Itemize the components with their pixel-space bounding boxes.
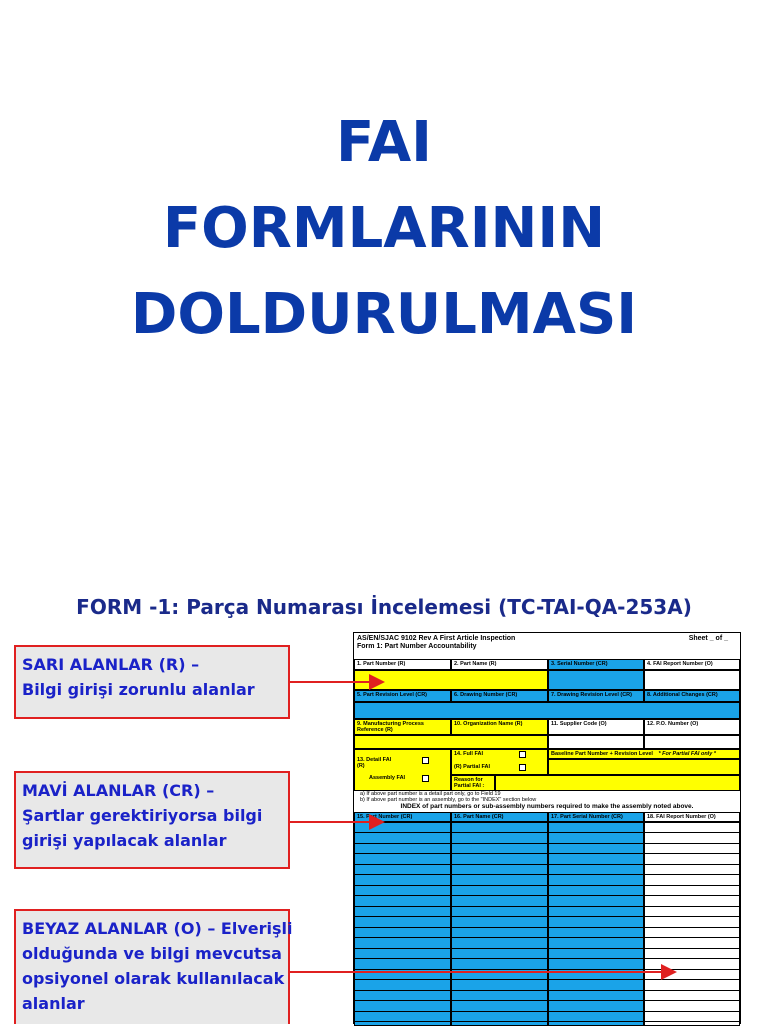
field-11-label: 11. Supplier Code (O) xyxy=(548,719,644,735)
index-row-line xyxy=(354,958,740,959)
process-org-input[interactable] xyxy=(354,735,548,749)
index-row-line xyxy=(354,916,740,917)
assembly-fai-checkbox[interactable] xyxy=(422,775,429,782)
baseline-note: * For Partial FAI only * xyxy=(658,751,716,757)
partial-fai-checkbox[interactable] xyxy=(519,764,526,771)
legend-line: MAVİ ALANLAR (CR) – xyxy=(22,781,215,800)
index-row-line xyxy=(354,969,740,970)
detail-fai-label: 13. Detail FAI xyxy=(357,757,392,763)
index-row-line xyxy=(354,1000,740,1001)
page-title xyxy=(0,100,768,358)
field-14-full-partial xyxy=(451,749,548,775)
field-8-label: 8. Additional Changes (CR) xyxy=(644,690,740,702)
form-header-subtitle: Form 1: Part Number Accountability xyxy=(357,643,477,650)
full-fai-label: 14. Full FAI xyxy=(454,751,484,757)
part-number-name-input[interactable] xyxy=(354,670,548,690)
field-4-label: 4. FAI Report Number (O) xyxy=(644,659,740,670)
field-5-label: 5. Part Revision Level (CR) xyxy=(354,690,451,702)
index-row-line xyxy=(354,927,740,928)
note-b: b) If above part number is an assembly, go to the "INDEX" section below xyxy=(360,797,537,803)
serial-number-input[interactable] xyxy=(548,670,644,690)
index-row-line xyxy=(354,885,740,886)
index-row-line xyxy=(354,874,740,875)
field-10-label: 10. Organization Name (R) xyxy=(451,719,548,735)
field-13-detail-assembly xyxy=(354,749,451,791)
index-row-line xyxy=(354,832,740,833)
title-line-1: FAI xyxy=(335,110,432,175)
po-number-input[interactable] xyxy=(644,735,740,749)
column-15-header: 15. Part Number (CR) xyxy=(354,812,451,822)
index-row-line xyxy=(354,843,740,844)
field-2-label: 2. Part Name (R) xyxy=(451,659,548,670)
index-row-line xyxy=(354,937,740,938)
index-row-line xyxy=(354,895,740,896)
baseline-text: Baseline Part Number + Revision Level xyxy=(551,751,653,757)
field-9-label: 9. Manufacturing Process Reference (R) xyxy=(354,719,451,735)
legend-line: girişi yapılacak alanlar xyxy=(22,831,227,850)
form-header-title: AS/EN/SJAC 9102 Rev A First Article Inspection xyxy=(357,635,516,642)
index-title: INDEX of part numbers or sub-assembly numbers required to make the assembly noted above. xyxy=(400,803,694,810)
column-17-header: 17. Part Serial Number (CR) xyxy=(548,812,644,822)
title-line-3: DOLDURULMASI xyxy=(130,282,638,347)
field-6-label: 6. Drawing Number (CR) xyxy=(451,690,548,702)
note-a: a) If above part number is a detail part only, go to Field 19 xyxy=(360,791,501,797)
full-fai-checkbox[interactable] xyxy=(519,751,526,758)
index-row-line xyxy=(354,990,740,991)
reason-input[interactable] xyxy=(495,775,740,791)
index-row-line xyxy=(354,979,740,980)
detail-fai-checkbox[interactable] xyxy=(422,757,429,764)
baseline-input[interactable] xyxy=(548,759,740,775)
reason-label: Reason for Partial FAI : xyxy=(451,775,495,791)
legend-line: alanlar xyxy=(22,994,85,1013)
partial-fai-label: (R) Partial FAI xyxy=(454,764,491,770)
legend-line: opsiyonel olarak kullanılacak xyxy=(22,969,285,988)
index-row-line xyxy=(354,948,740,949)
title-line-2: FORMLARININ xyxy=(162,196,606,261)
index-row-line xyxy=(354,864,740,865)
column-18-header: 18. FAI Report Number (O) xyxy=(644,812,740,822)
field-3-label: 3. Serial Number (CR) xyxy=(548,659,644,670)
legend-line: olduğunda ve bilgi mevcutsa xyxy=(22,944,282,963)
index-row-line xyxy=(354,1011,740,1012)
legend-optional-fields xyxy=(14,909,293,1024)
assembly-fai-label: Assembly FAI xyxy=(369,775,406,781)
form-subtitle: FORM -1: Parça Numarası İncelemesi (TC-TAI-QA-253A) xyxy=(76,595,692,619)
column-16-header: 16. Part Name (CR) xyxy=(451,812,548,822)
field-7-label: 7. Drawing Revision Level (CR) xyxy=(548,690,644,702)
legend-line: BEYAZ ALANLAR (O) – Elverişli xyxy=(22,919,293,938)
form-header xyxy=(357,635,515,651)
baseline-label xyxy=(548,749,740,759)
index-row-line xyxy=(354,1021,740,1022)
legend-line: Şartlar gerektiriyorsa bilgi xyxy=(22,806,263,825)
revision-drawing-input-row[interactable] xyxy=(354,702,740,719)
fai-form-1 xyxy=(353,632,741,1024)
legend-required-fields xyxy=(14,645,290,719)
index-row-line xyxy=(354,853,740,854)
fai-report-number-input[interactable] xyxy=(644,670,740,690)
supplier-code-input[interactable] xyxy=(548,735,644,749)
field-1-label: 1. Part Number (R) xyxy=(354,659,451,670)
sheet-counter: Sheet _ of _ xyxy=(688,635,728,642)
legend-line: SARI ALANLAR (R) – xyxy=(22,655,200,674)
legend-conditional-fields xyxy=(14,771,290,869)
index-row-line xyxy=(354,906,740,907)
field-13-r: (R) xyxy=(357,763,365,769)
legend-line: Bilgi girişi zorunlu alanlar xyxy=(22,680,255,699)
field-12-label: 12. P.O. Number (O) xyxy=(644,719,740,735)
